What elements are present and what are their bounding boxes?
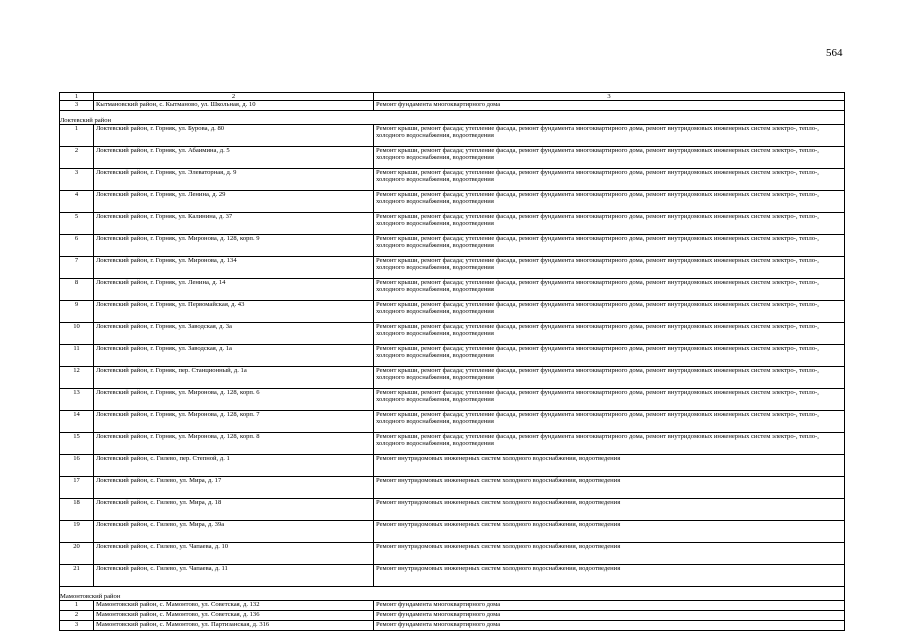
table-row: [60, 169, 845, 191]
address-cell: Локтевский район, с. Гилево, ул. Мира, д. 39а: [94, 521, 374, 543]
address-cell: Локтевский район, г. Горняк, ул. Ленина, д. 14: [94, 279, 374, 301]
column-number-3: 3: [374, 93, 845, 101]
address-cell: Кытмановский район, с. Кытманово, ул. Школьная, д. 10: [94, 101, 374, 111]
table-row: [60, 323, 845, 345]
table-row: [60, 147, 845, 169]
table-row: [60, 621, 845, 631]
district-heading-row: [60, 587, 845, 601]
work-description-cell: Ремонт внутридомовых инженерных систем холодного водоснабжения, водоотведения: [374, 521, 845, 543]
row-number: 19: [60, 521, 94, 543]
table-row: [60, 411, 845, 433]
work-description-cell: Ремонт внутридомовых инженерных систем холодного водоснабжения, водоотведения: [374, 565, 845, 587]
address-cell: Локтевский район, г. Горняк, ул. Миронова, д. 128, корп. 8: [94, 433, 374, 455]
district-heading: Локтевский район: [60, 111, 845, 125]
address-cell: Мамонтовский район, с. Мамонтово, ул. Партизанская, д. 316: [94, 621, 374, 631]
table-row: [60, 257, 845, 279]
work-description-cell: Ремонт крыши, ремонт фасада; утепление фасада, ремонт фундамента многоквартирного дома, ремонт внутридомовых инженерных систем электро-, тепло-, холодного водоснабжения, водоотведения: [374, 301, 845, 323]
work-description-cell: Ремонт крыши, ремонт фасада; утепление фасада, ремонт фундамента многоквартирного дома, ремонт внутридомовых инженерных систем электро-, тепло-, холодного водоснабжения, водоотведения: [374, 345, 845, 367]
row-number: 5: [60, 213, 94, 235]
work-description-cell: Ремонт крыши, ремонт фасада; утепление фасада, ремонт фундамента многоквартирного дома, ремонт внутридомовых инженерных систем электро-, тепло-, холодного водоснабжения, водоотведения: [374, 323, 845, 345]
table-row: [60, 191, 845, 213]
table-row: [60, 521, 845, 543]
work-description-cell: Ремонт внутридомовых инженерных систем холодного водоснабжения, водоотведения: [374, 499, 845, 521]
row-number: 21: [60, 565, 94, 587]
work-description-cell: Ремонт крыши, ремонт фасада; утепление фасада, ремонт фундамента многоквартирного дома, ремонт внутридомовых инженерных систем электро-, тепло-, холодного водоснабжения, водоотведения: [374, 125, 845, 147]
row-number: 15: [60, 433, 94, 455]
row-number: 13: [60, 389, 94, 411]
table-row: [60, 499, 845, 521]
table-row: [60, 279, 845, 301]
row-number: 4: [60, 191, 94, 213]
row-number: 11: [60, 345, 94, 367]
row-number: 3: [60, 621, 94, 631]
address-cell: Локтевский район, с. Гилево, ул. Мира, д. 17: [94, 477, 374, 499]
work-description-cell: Ремонт фундамента многоквартирного дома: [374, 611, 845, 621]
table-row: [60, 101, 845, 111]
work-description-cell: Ремонт крыши, ремонт фасада; утепление фасада, ремонт фундамента многоквартирного дома, ремонт внутридомовых инженерных систем электро-, тепло-, холодного водоснабжения, водоотведения: [374, 235, 845, 257]
district-heading-row: [60, 111, 845, 125]
row-number: 9: [60, 301, 94, 323]
row-number: 17: [60, 477, 94, 499]
row-number: 12: [60, 367, 94, 389]
work-description-cell: Ремонт крыши, ремонт фасада; утепление фасада, ремонт фундамента многоквартирного дома, ремонт внутридомовых инженерных систем электро-, тепло-, холодного водоснабжения, водоотведения: [374, 433, 845, 455]
work-description-cell: Ремонт крыши, ремонт фасада; утепление фасада, ремонт фундамента многоквартирного дома, ремонт внутридомовых инженерных систем электро-, тепло-, холодного водоснабжения, водоотведения: [374, 257, 845, 279]
work-description-cell: Ремонт фундамента многоквартирного дома: [374, 101, 845, 111]
row-number: 1: [60, 125, 94, 147]
row-number: 3: [60, 101, 94, 111]
work-description-cell: Ремонт крыши, ремонт фасада; утепление фасада, ремонт фундамента многоквартирного дома, ремонт внутридомовых инженерных систем электро-, тепло-, холодного водоснабжения, водоотведения: [374, 367, 845, 389]
address-cell: Локтевский район, г. Горняк, ул. Миронова, д. 128, корп. 6: [94, 389, 374, 411]
address-cell: Мамонтовский район, с. Мамонтово, ул. Советская, д. 136: [94, 611, 374, 621]
column-number-1: 1: [60, 93, 94, 101]
work-description-cell: Ремонт фундамента многоквартирного дома: [374, 621, 845, 631]
table-row: [60, 433, 845, 455]
address-cell: Локтевский район, с. Гилево, ул. Мира, д. 18: [94, 499, 374, 521]
page-number: 564: [826, 47, 843, 59]
address-cell: Локтевский район, г. Горняк, пер. Станционный, д. 1а: [94, 367, 374, 389]
table-row: [60, 345, 845, 367]
row-number: 6: [60, 235, 94, 257]
row-number: 3: [60, 169, 94, 191]
column-number-2: 2: [94, 93, 374, 101]
row-number: 2: [60, 611, 94, 621]
table-row: [60, 389, 845, 411]
work-description-cell: Ремонт крыши, ремонт фасада; утепление фасада, ремонт фундамента многоквартирного дома, ремонт внутридомовых инженерных систем электро-, тепло-, холодного водоснабжения, водоотведения: [374, 279, 845, 301]
work-description-cell: Ремонт крыши, ремонт фасада; утепление фасада, ремонт фундамента многоквартирного дома, ремонт внутридомовых инженерных систем электро-, тепло-, холодного водоснабжения, водоотведения: [374, 191, 845, 213]
address-cell: Мамонтовский район, с. Мамонтово, ул. Советская, д. 132: [94, 601, 374, 611]
table-row: [60, 565, 845, 587]
address-cell: Локтевский район, с. Гилево, пер. Степной, д. 1: [94, 455, 374, 477]
address-cell: Локтевский район, г. Горняк, ул. Калинина, д. 37: [94, 213, 374, 235]
work-description-cell: Ремонт внутридомовых инженерных систем холодного водоснабжения, водоотведения: [374, 543, 845, 565]
row-number: 20: [60, 543, 94, 565]
row-number: 8: [60, 279, 94, 301]
work-description-cell: Ремонт внутридомовых инженерных систем холодного водоснабжения, водоотведения: [374, 455, 845, 477]
table-row: [60, 455, 845, 477]
address-cell: Локтевский район, с. Гилево, ул. Чапаева, д. 11: [94, 565, 374, 587]
address-cell: Локтевский район, г. Горняк, ул. Абаимина, д. 5: [94, 147, 374, 169]
table-row: [60, 611, 845, 621]
address-cell: Локтевский район, г. Горняк, ул. Первомайская, д. 43: [94, 301, 374, 323]
row-number: 1: [60, 601, 94, 611]
row-number: 16: [60, 455, 94, 477]
work-description-cell: Ремонт крыши, ремонт фасада; утепление фасада, ремонт фундамента многоквартирного дома, ремонт внутридомовых инженерных систем электро-, тепло-, холодного водоснабжения, водоотведения: [374, 147, 845, 169]
address-cell: Локтевский район, с. Гилево, ул. Чапаева, д. 10: [94, 543, 374, 565]
work-description-cell: Ремонт внутридомовых инженерных систем холодного водоснабжения, водоотведения: [374, 477, 845, 499]
table-row: [60, 301, 845, 323]
repair-register-table: [59, 92, 845, 631]
table-row: [60, 543, 845, 565]
work-description-cell: Ремонт крыши, ремонт фасада; утепление фасада, ремонт фундамента многоквартирного дома, ремонт внутридомовых инженерных систем электро-, тепло-, холодного водоснабжения, водоотведения: [374, 411, 845, 433]
table-row: [60, 213, 845, 235]
address-cell: Локтевский район, г. Горняк, ул. Миронова, д. 128, корп. 9: [94, 235, 374, 257]
address-cell: Локтевский район, г. Горняк, ул. Элеваторная, д. 9: [94, 169, 374, 191]
table-row: [60, 367, 845, 389]
table-row: [60, 477, 845, 499]
address-cell: Локтевский район, г. Горняк, ул. Бурова, д. 80: [94, 125, 374, 147]
address-cell: Локтевский район, г. Горняк, ул. Заводская, д. 1а: [94, 345, 374, 367]
column-number-header-row: [60, 93, 845, 101]
table-row: [60, 235, 845, 257]
row-number: 10: [60, 323, 94, 345]
address-cell: Локтевский район, г. Горняк, ул. Заводская, д. 3а: [94, 323, 374, 345]
table-row: [60, 125, 845, 147]
work-description-cell: Ремонт крыши, ремонт фасада; утепление фасада, ремонт фундамента многоквартирного дома, ремонт внутридомовых инженерных систем электро-, тепло-, холодного водоснабжения, водоотведения: [374, 389, 845, 411]
row-number: 18: [60, 499, 94, 521]
table-row: [60, 601, 845, 611]
table-body: [60, 93, 845, 631]
row-number: 2: [60, 147, 94, 169]
address-cell: Локтевский район, г. Горняк, ул. Миронова, д. 134: [94, 257, 374, 279]
work-description-cell: Ремонт фундамента многоквартирного дома: [374, 601, 845, 611]
work-description-cell: Ремонт крыши, ремонт фасада; утепление фасада, ремонт фундамента многоквартирного дома, ремонт внутридомовых инженерных систем электро-, тепло-, холодного водоснабжения, водоотведения: [374, 213, 845, 235]
row-number: 7: [60, 257, 94, 279]
work-description-cell: Ремонт крыши, ремонт фасада; утепление фасада, ремонт фундамента многоквартирного дома, ремонт внутридомовых инженерных систем электро-, тепло-, холодного водоснабжения, водоотведения: [374, 169, 845, 191]
address-cell: Локтевский район, г. Горняк, ул. Ленина, д. 29: [94, 191, 374, 213]
district-heading: Мамонтовский район: [60, 587, 845, 601]
row-number: 14: [60, 411, 94, 433]
address-cell: Локтевский район, г. Горняк, ул. Миронова, д. 128, корп. 7: [94, 411, 374, 433]
